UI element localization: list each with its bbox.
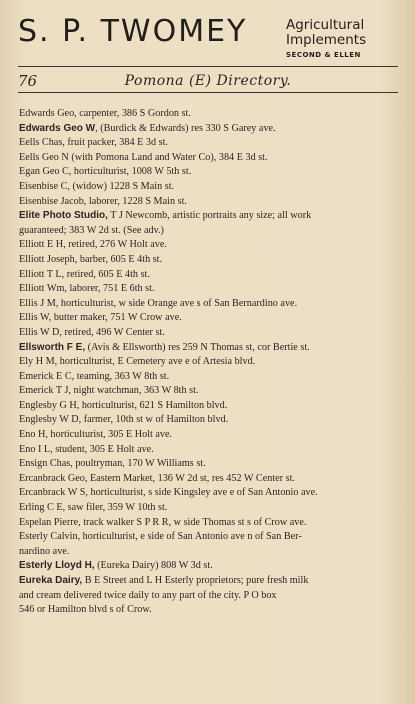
directory-entry bbox=[19, 443, 397, 458]
entry-name: Emerick E C bbox=[19, 370, 72, 382]
directory-entry bbox=[19, 501, 397, 516]
running-title: Pomona (E) Directory. bbox=[124, 73, 292, 89]
entry-name: Elliott T L bbox=[19, 268, 62, 280]
tagline-line-2: Implements bbox=[286, 32, 367, 48]
tagline-line-1: Agricultural bbox=[286, 17, 365, 33]
directory-entry bbox=[19, 268, 397, 283]
directory-entry bbox=[19, 399, 397, 414]
entry-continuation: guaranteed; 383 W 2d st. (See adv.) bbox=[19, 224, 164, 236]
entry-details: T J Newcomb, artistic portraits any size; all work bbox=[107, 210, 312, 222]
directory-entry bbox=[19, 107, 397, 122]
entry-details: , farmer, 10th st w of Hamilton blvd. bbox=[78, 414, 229, 426]
brand-address: SECOND & ELLEN bbox=[286, 51, 361, 59]
directory-entry bbox=[19, 370, 397, 385]
entry-name: Englesby G H bbox=[19, 399, 77, 411]
directory-entry bbox=[19, 384, 397, 399]
entry-details: , horticulturist, s side Kingsley ave e of San Antonio ave. bbox=[85, 487, 318, 499]
entry-name: Ercanbrack W S bbox=[19, 487, 86, 499]
directory-entry bbox=[19, 428, 397, 443]
entry-details: , saw filer, 359 W 10th st. bbox=[62, 502, 168, 514]
entry-name: Ercanbrack Geo bbox=[19, 472, 85, 484]
directory-entry bbox=[19, 472, 397, 487]
entry-name: Espelan Pierre bbox=[19, 516, 79, 528]
entry-details: , fruit packer, 384 E 3d st. bbox=[62, 137, 168, 149]
entry-name: Eureka Dairy, bbox=[19, 575, 83, 586]
entry-details: , horticulturist, e side of San Antonio ave n of San Ber- bbox=[77, 531, 302, 543]
entry-name: Ellsworth F E, bbox=[19, 341, 86, 353]
directory-entry bbox=[19, 326, 397, 341]
directory-entry bbox=[19, 195, 397, 210]
entry-name: Ellis W D bbox=[19, 326, 60, 338]
entry-details: , poultryman, 170 W Williams st. bbox=[70, 458, 206, 470]
entry-continuation: nardino ave. bbox=[19, 545, 70, 557]
entry-name: Eno H bbox=[19, 429, 46, 441]
entry-name: Esterly Lloyd H, bbox=[19, 560, 95, 572]
entry-details: , (Burdick & Edwards) res 330 S Garey ave. bbox=[95, 122, 276, 134]
entry-name: Eisenbise C bbox=[19, 180, 68, 192]
directory-entry bbox=[19, 413, 397, 428]
entry-details: , retired, 605 E 4th st. bbox=[61, 268, 150, 280]
entry-details: , horticulturist, w side Orange ave s of San Bernardino ave. bbox=[55, 297, 298, 309]
entry-name: Edwards Geo bbox=[19, 108, 75, 119]
entry-details: , track walker S P R R, w side Thomas st s of Crow ave. bbox=[78, 516, 307, 528]
entry-details: , night watchman, 363 W 8th st. bbox=[68, 385, 199, 397]
advertisement-header bbox=[18, 14, 398, 62]
entry-name: Ellis W bbox=[19, 312, 49, 324]
directory-entry bbox=[19, 122, 397, 137]
header-rule bbox=[18, 66, 398, 67]
entry-details: (with Pomona Land and Water Co), 384 E 3d st. bbox=[68, 151, 268, 163]
directory-entry bbox=[19, 209, 397, 224]
entry-details: , horticulturist, 305 E Holt ave. bbox=[45, 429, 173, 441]
entry-name: Elite Photo Studio, bbox=[19, 210, 108, 222]
entry-name: Erling C E bbox=[19, 502, 63, 514]
entry-name: Eells Chas bbox=[19, 137, 63, 149]
brand-name: S. P. TWOMEY bbox=[18, 14, 248, 49]
directory-entry bbox=[19, 355, 397, 370]
entry-name: Elliott E H bbox=[19, 239, 64, 251]
entry-name: Esterly Calvin bbox=[19, 531, 78, 543]
entry-name: Ellis J M bbox=[19, 297, 56, 309]
entry-details: B E Street and L H Esterly proprietors; pure fresh milk bbox=[82, 575, 309, 586]
entry-name: Edwards Geo W bbox=[19, 122, 96, 134]
brand-tagline bbox=[286, 18, 398, 59]
directory-entry bbox=[19, 530, 397, 545]
directory-entry bbox=[19, 486, 397, 501]
entry-details: , retired, 496 W Center st. bbox=[59, 326, 165, 338]
entry-details: (Avis & Ellsworth) res 259 N Thomas st, cor Bertie st. bbox=[85, 341, 310, 353]
entry-details: (Eureka Dairy) 808 W 3d st. bbox=[94, 560, 213, 572]
entry-name: Englesby W D bbox=[19, 414, 79, 426]
entry-details: , student, 305 E Holt ave. bbox=[50, 443, 154, 455]
directory-entries bbox=[19, 107, 397, 618]
directory-entry bbox=[19, 574, 397, 589]
directory-entry bbox=[19, 165, 397, 180]
entry-details: , butter maker, 751 W Crow ave. bbox=[48, 312, 182, 324]
entry-details: , horticulturist, 1008 W 5th st. bbox=[68, 166, 192, 178]
entry-name: Elliott Wm bbox=[19, 283, 65, 295]
directory-entry bbox=[19, 180, 397, 195]
entry-details: , teaming, 363 W 8th st. bbox=[71, 370, 170, 382]
directory-entry bbox=[19, 297, 397, 312]
entry-continuation: and cream delivered twice daily to any part of the city. P O box bbox=[19, 589, 277, 601]
directory-entry bbox=[19, 516, 397, 531]
entry-name: Elliott Joseph bbox=[19, 253, 75, 265]
entry-details: , horticulturist, 621 S Hamilton blvd. bbox=[76, 399, 228, 411]
directory-entry bbox=[19, 341, 397, 356]
directory-entry bbox=[19, 136, 397, 151]
directory-entry bbox=[19, 457, 397, 472]
entry-details: , (widow) 1228 S Main st. bbox=[67, 180, 175, 192]
entry-details: , laborer, 1228 S Main st. bbox=[83, 195, 187, 207]
entry-name: Ely H M bbox=[19, 356, 55, 368]
page-number: 76 bbox=[18, 72, 38, 90]
directory-entry bbox=[19, 559, 397, 574]
entry-continuation: 546 or Hamilton blvd s of Crow. bbox=[19, 604, 152, 616]
entry-name: Ensign Chas bbox=[19, 458, 71, 470]
directory-entry bbox=[19, 253, 397, 268]
entry-name: Eisenbise Jacob bbox=[19, 195, 84, 207]
entry-details: , barber, 605 E 4th st. bbox=[74, 253, 163, 265]
entry-details: , horticulturist, E Cemetery ave e of Artesia blvd. bbox=[54, 356, 256, 368]
directory-entry bbox=[19, 238, 397, 253]
entry-name: Eno I L bbox=[19, 443, 51, 455]
directory-entry bbox=[19, 311, 397, 326]
entry-details: , retired, 276 W Holt ave. bbox=[63, 239, 167, 251]
entry-name: Emerick T J bbox=[19, 385, 69, 397]
entry-name: Egan Geo C bbox=[19, 166, 69, 178]
entry-details: , carpenter, 386 S Gordon st. bbox=[74, 108, 191, 119]
running-head bbox=[18, 70, 398, 93]
entry-details: , Eastern Market, 136 W 2d st, res 452 W Center st. bbox=[84, 472, 295, 484]
directory-entry bbox=[19, 151, 397, 166]
directory-entry bbox=[19, 282, 397, 297]
entry-details: , laborer, 751 E 6th st. bbox=[64, 283, 155, 295]
entry-name: Eells Geo N bbox=[19, 151, 69, 163]
